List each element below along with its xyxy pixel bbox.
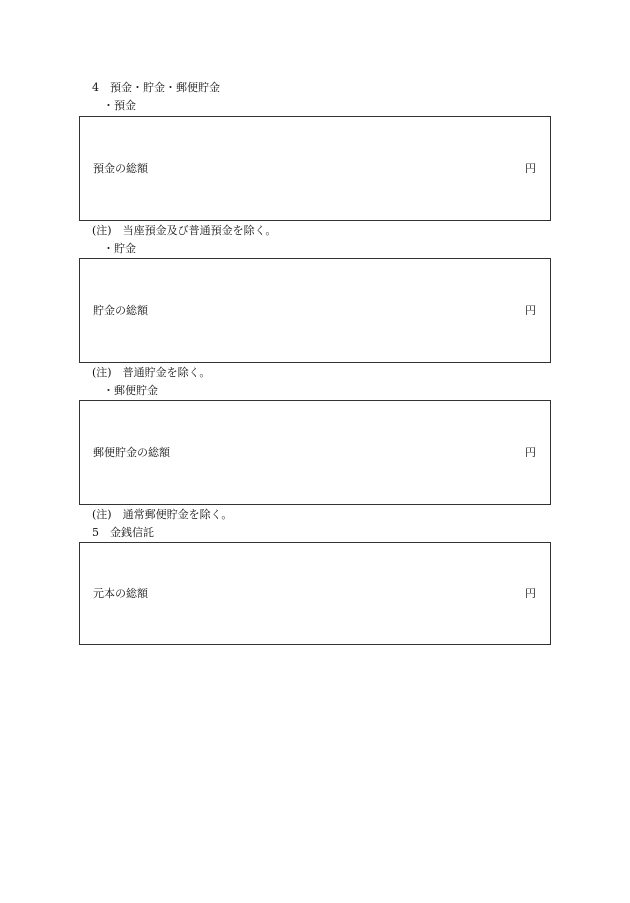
deposits-total-label: 預金の総額	[93, 162, 148, 175]
savings-total-unit: 円	[525, 304, 536, 317]
deposits-subheading: ・預金	[103, 99, 136, 112]
savings-subheading: ・貯金	[103, 242, 136, 255]
principal-total-unit: 円	[525, 587, 536, 600]
deposits-total-unit: 円	[525, 162, 536, 175]
postal-savings-subheading: ・郵便貯金	[103, 384, 158, 397]
postal-savings-total-label: 郵便貯金の総額	[93, 446, 170, 459]
savings-note: (注) 普通貯金を除く。	[92, 366, 211, 379]
deposits-note: (注) 当座預金及び普通預金を除く。	[92, 224, 277, 237]
deposits-total-box[interactable]	[79, 116, 551, 221]
section-5-heading: 5 金銭信託	[92, 526, 154, 539]
section-4-heading: 4 預金・貯金・郵便貯金	[92, 81, 220, 94]
principal-total-label: 元本の総額	[93, 587, 148, 600]
savings-total-box[interactable]	[79, 258, 551, 363]
postal-savings-total-unit: 円	[525, 446, 536, 459]
savings-total-label: 貯金の総額	[93, 304, 148, 317]
principal-total-box[interactable]	[79, 542, 551, 645]
postal-savings-note: (注) 通常郵便貯金を除く。	[92, 508, 233, 521]
postal-savings-total-box[interactable]	[79, 400, 551, 505]
